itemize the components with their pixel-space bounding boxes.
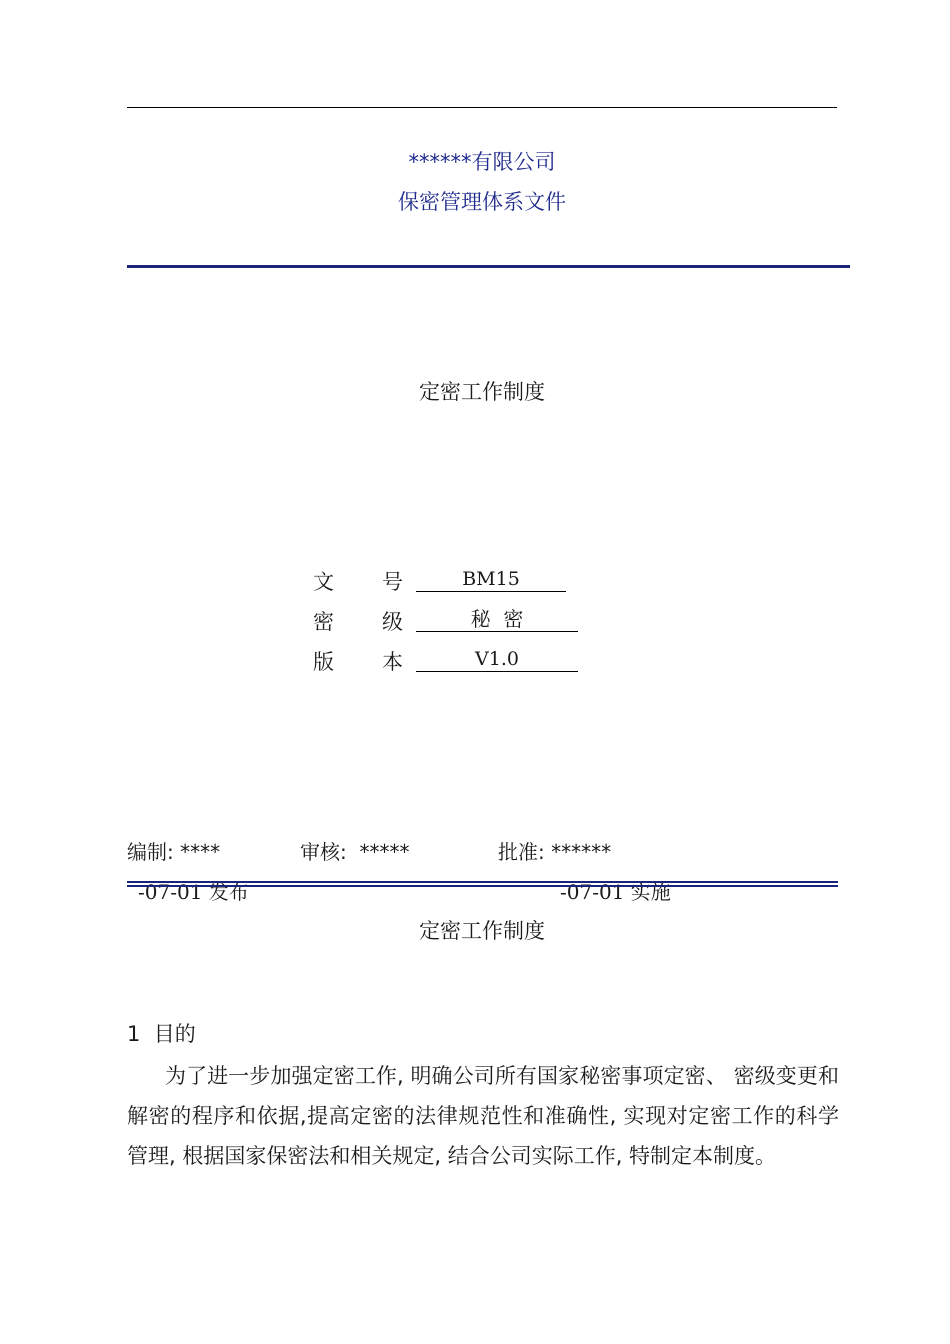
classification-value: 秘 密 <box>416 608 578 632</box>
header-blue-rule <box>127 265 850 268</box>
compiled-by: 编制: **** <box>127 840 221 864</box>
version-value: V1.0 <box>416 648 578 672</box>
section-1-paragraph: 为了进一步加强定密工作, 明确公司所有国家秘密事项定密、 密级变更和解密的程序和依据,提高定密的法律规范性和准确性, 实现对定密工作的科学管理, 根据国家保密法和相关规定, 结合公司实际工作, 特制定本制度。 <box>127 1064 839 1168</box>
approved-by: 批准: ****** <box>498 840 612 864</box>
version-label-1: 版 <box>313 650 334 674</box>
reviewed-by: 审核: ***** <box>300 840 410 864</box>
company-name: ******有限公司 <box>408 150 556 174</box>
classification-label-1: 密 <box>313 610 334 634</box>
body-title: 定密工作制度 <box>419 919 545 943</box>
footer-double-rule <box>127 881 838 887</box>
doc-number-value: BM15 <box>416 568 566 592</box>
doc-number-label-1: 文 <box>313 570 334 594</box>
cover-title: 定密工作制度 <box>419 380 545 404</box>
classification-label-2: 级 <box>382 610 403 634</box>
document-system-name: 保密管理体系文件 <box>398 190 566 214</box>
version-label-2: 本 <box>382 650 403 674</box>
doc-number-label-2: 号 <box>382 570 403 594</box>
header-top-rule <box>127 107 837 108</box>
effective-date: -07-01 实施 <box>560 880 671 904</box>
issue-date: -07-01 发布 <box>138 880 249 904</box>
section-1-heading: 1 目的 <box>127 1022 196 1046</box>
